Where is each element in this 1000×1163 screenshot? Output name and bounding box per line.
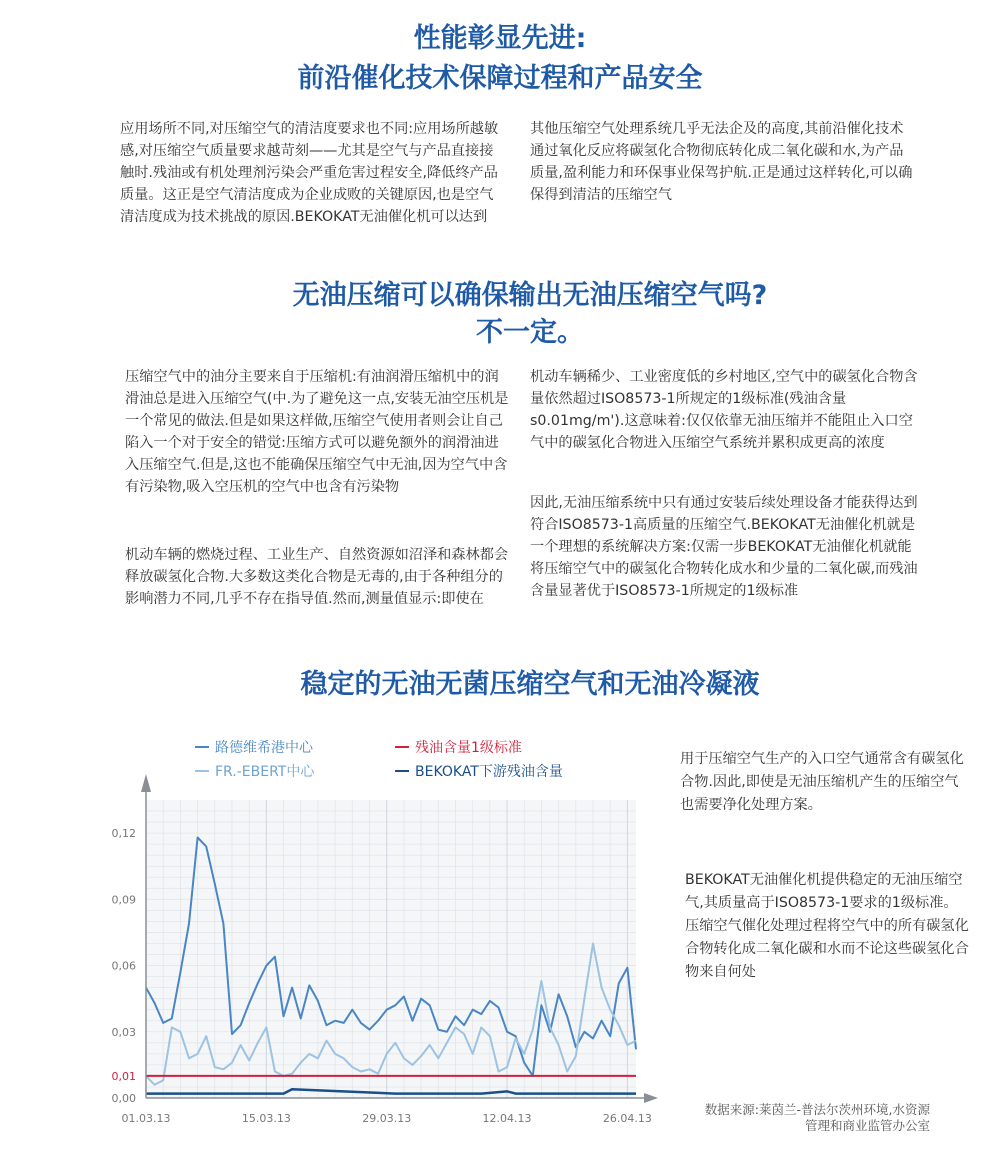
legend-item-threshold xyxy=(395,737,522,757)
x-tick-label: 29.03.13 xyxy=(362,1112,412,1125)
section1-paragraph-right: 其他压缩空气处理系统几乎无法企及的高度,其前沿催化技术通过氧化反应将碳氢化合物彻底转化成二氧化碳和水,为产品质量,盈利能力和环保事业保驾护航.正是通过这样转化,可以确保得到清洁的压缩空气 xyxy=(530,121,913,203)
y-tick-label: 0,09 xyxy=(111,893,136,907)
y-tick-label: 0,03 xyxy=(111,1025,136,1039)
legend-swatch-threshold xyxy=(395,746,409,748)
y-tick-label: 0,00 xyxy=(111,1092,136,1105)
legend-item-series-1 xyxy=(195,737,313,757)
plot-background xyxy=(146,800,636,1098)
section2-title-line1: 无油压缩可以确保输出无油压缩空气吗? xyxy=(292,280,768,311)
legend-label-series-2: FR.-EBERT中心 xyxy=(215,764,315,780)
chart-svg xyxy=(0,760,660,1140)
x-tick-label: 26.04.13 xyxy=(602,1112,652,1125)
y-tick-label: 0,12 xyxy=(111,827,136,841)
section1-title-line2: 前沿催化技术保障过程和产品安全 xyxy=(297,63,703,94)
data-source-line2: 管理和商业监管办公室 xyxy=(804,1118,930,1133)
section2-title-line2: 不一定。 xyxy=(476,317,584,348)
y-tick-label: 0,06 xyxy=(111,959,136,973)
section2-left-paragraph-1: 压缩空气中的油分主要来自于压缩机:有油润滑压缩机中的润滑油总是进入压缩空气(中.为了避免这一点,安装无油空压机是一个常见的做法.但是如果这样做,压缩空气使用者则会让自己陷入一个对于安全的错觉:压缩方式可以避免额外的润滑油进入压缩空气.但是,这也不能确保压缩空气中无油,因为空气中含有污染物,吸入空压机的空气中也含有污染物 xyxy=(125,369,509,495)
section1-title-line1: 性能彰显先进: xyxy=(413,23,587,54)
data-source-line1: 数据来源:莱茵兰-普法尔茨州环境,水资源 xyxy=(704,1102,930,1117)
section3-side-paragraph-2: BEKOKAT无油催化机提供稳定的无油压缩空气,其质量高于ISO8573-1要求的1级标准。压缩空气催化处理过程将空气中的所有碳氢化合物转化成二氧化碳和水而不论这些碳氢化合物来自何处 xyxy=(685,872,969,980)
x-tick-label: 12.04.13 xyxy=(482,1112,532,1125)
section2-left-paragraph-2: 机动车辆的燃烧过程、工业生产、自然资源如沼泽和森林都会释放碳氢化合物.大多数这类化合物是无毒的,由于各种组分的影响潜力不同,几乎不存在指导值.然而,测量值显示:即使在 xyxy=(125,547,509,607)
section1-paragraph-left: 应用场所不同,对压缩空气的清洁度要求也不同:应用场所越敏感,对压缩空气质量要求越苛刻——尤其是空气与产品直接接触时.残油或有机处理剂污染会严重危害过程安全,降低终产品质量。这正是空气清洁度成为企业成败的关键原因,也是空气清洁度成为技术挑战的原因.BEKOKAT无油催化机可以达到 xyxy=(120,121,499,225)
legend-label-series-3: BEKOKAT下游残油含量 xyxy=(415,764,563,780)
chart-grid xyxy=(146,800,636,1098)
x-tick-label: 01.03.13 xyxy=(121,1112,171,1125)
section2-right-paragraph-2: 因此,无油压缩系统中只有通过安装后续处理设备才能获得达到符合ISO8573-1高质量的压缩空气.BEKOKAT无油催化机就是一个理想的系统解决方案:仅需一步BEKOKAT无油催化机就能将压缩空气中的碳氢化合物转化成水和少量的二氧化碳,而残油含量显著优于ISO8573-1所规定的1级标准 xyxy=(530,495,918,599)
x-tick-label: 15.03.13 xyxy=(241,1112,291,1125)
section2-right-paragraph-1: 机动车辆稀少、工业密度低的乡村地区,空气中的碳氢化合物含量依然超过ISO8573-1所规定的1级标准(残油含量s0.01mg/m').这意味着:仅仅依靠无油压缩并不能阻止入口空气中的碳氢化合物进入压缩空气系统并累积成更高的浓度 xyxy=(530,369,918,451)
y-tick-label: 0,01 xyxy=(111,1069,136,1083)
legend-label-threshold: 残油含量1级标准 xyxy=(415,740,522,756)
section3-side-paragraph-1: 用于压缩空气生产的入口空气通常含有碳氢化合物.因此,即使是无油压缩机产生的压缩空气也需要净化处理方案。 xyxy=(680,751,964,813)
legend-swatch-series-1 xyxy=(195,746,209,748)
legend-label-series-1: 路德维希港中心 xyxy=(215,740,313,756)
y-axis-arrow-icon xyxy=(141,774,151,792)
section3-title: 稳定的无油无菌压缩空气和无油冷凝液 xyxy=(300,669,760,700)
